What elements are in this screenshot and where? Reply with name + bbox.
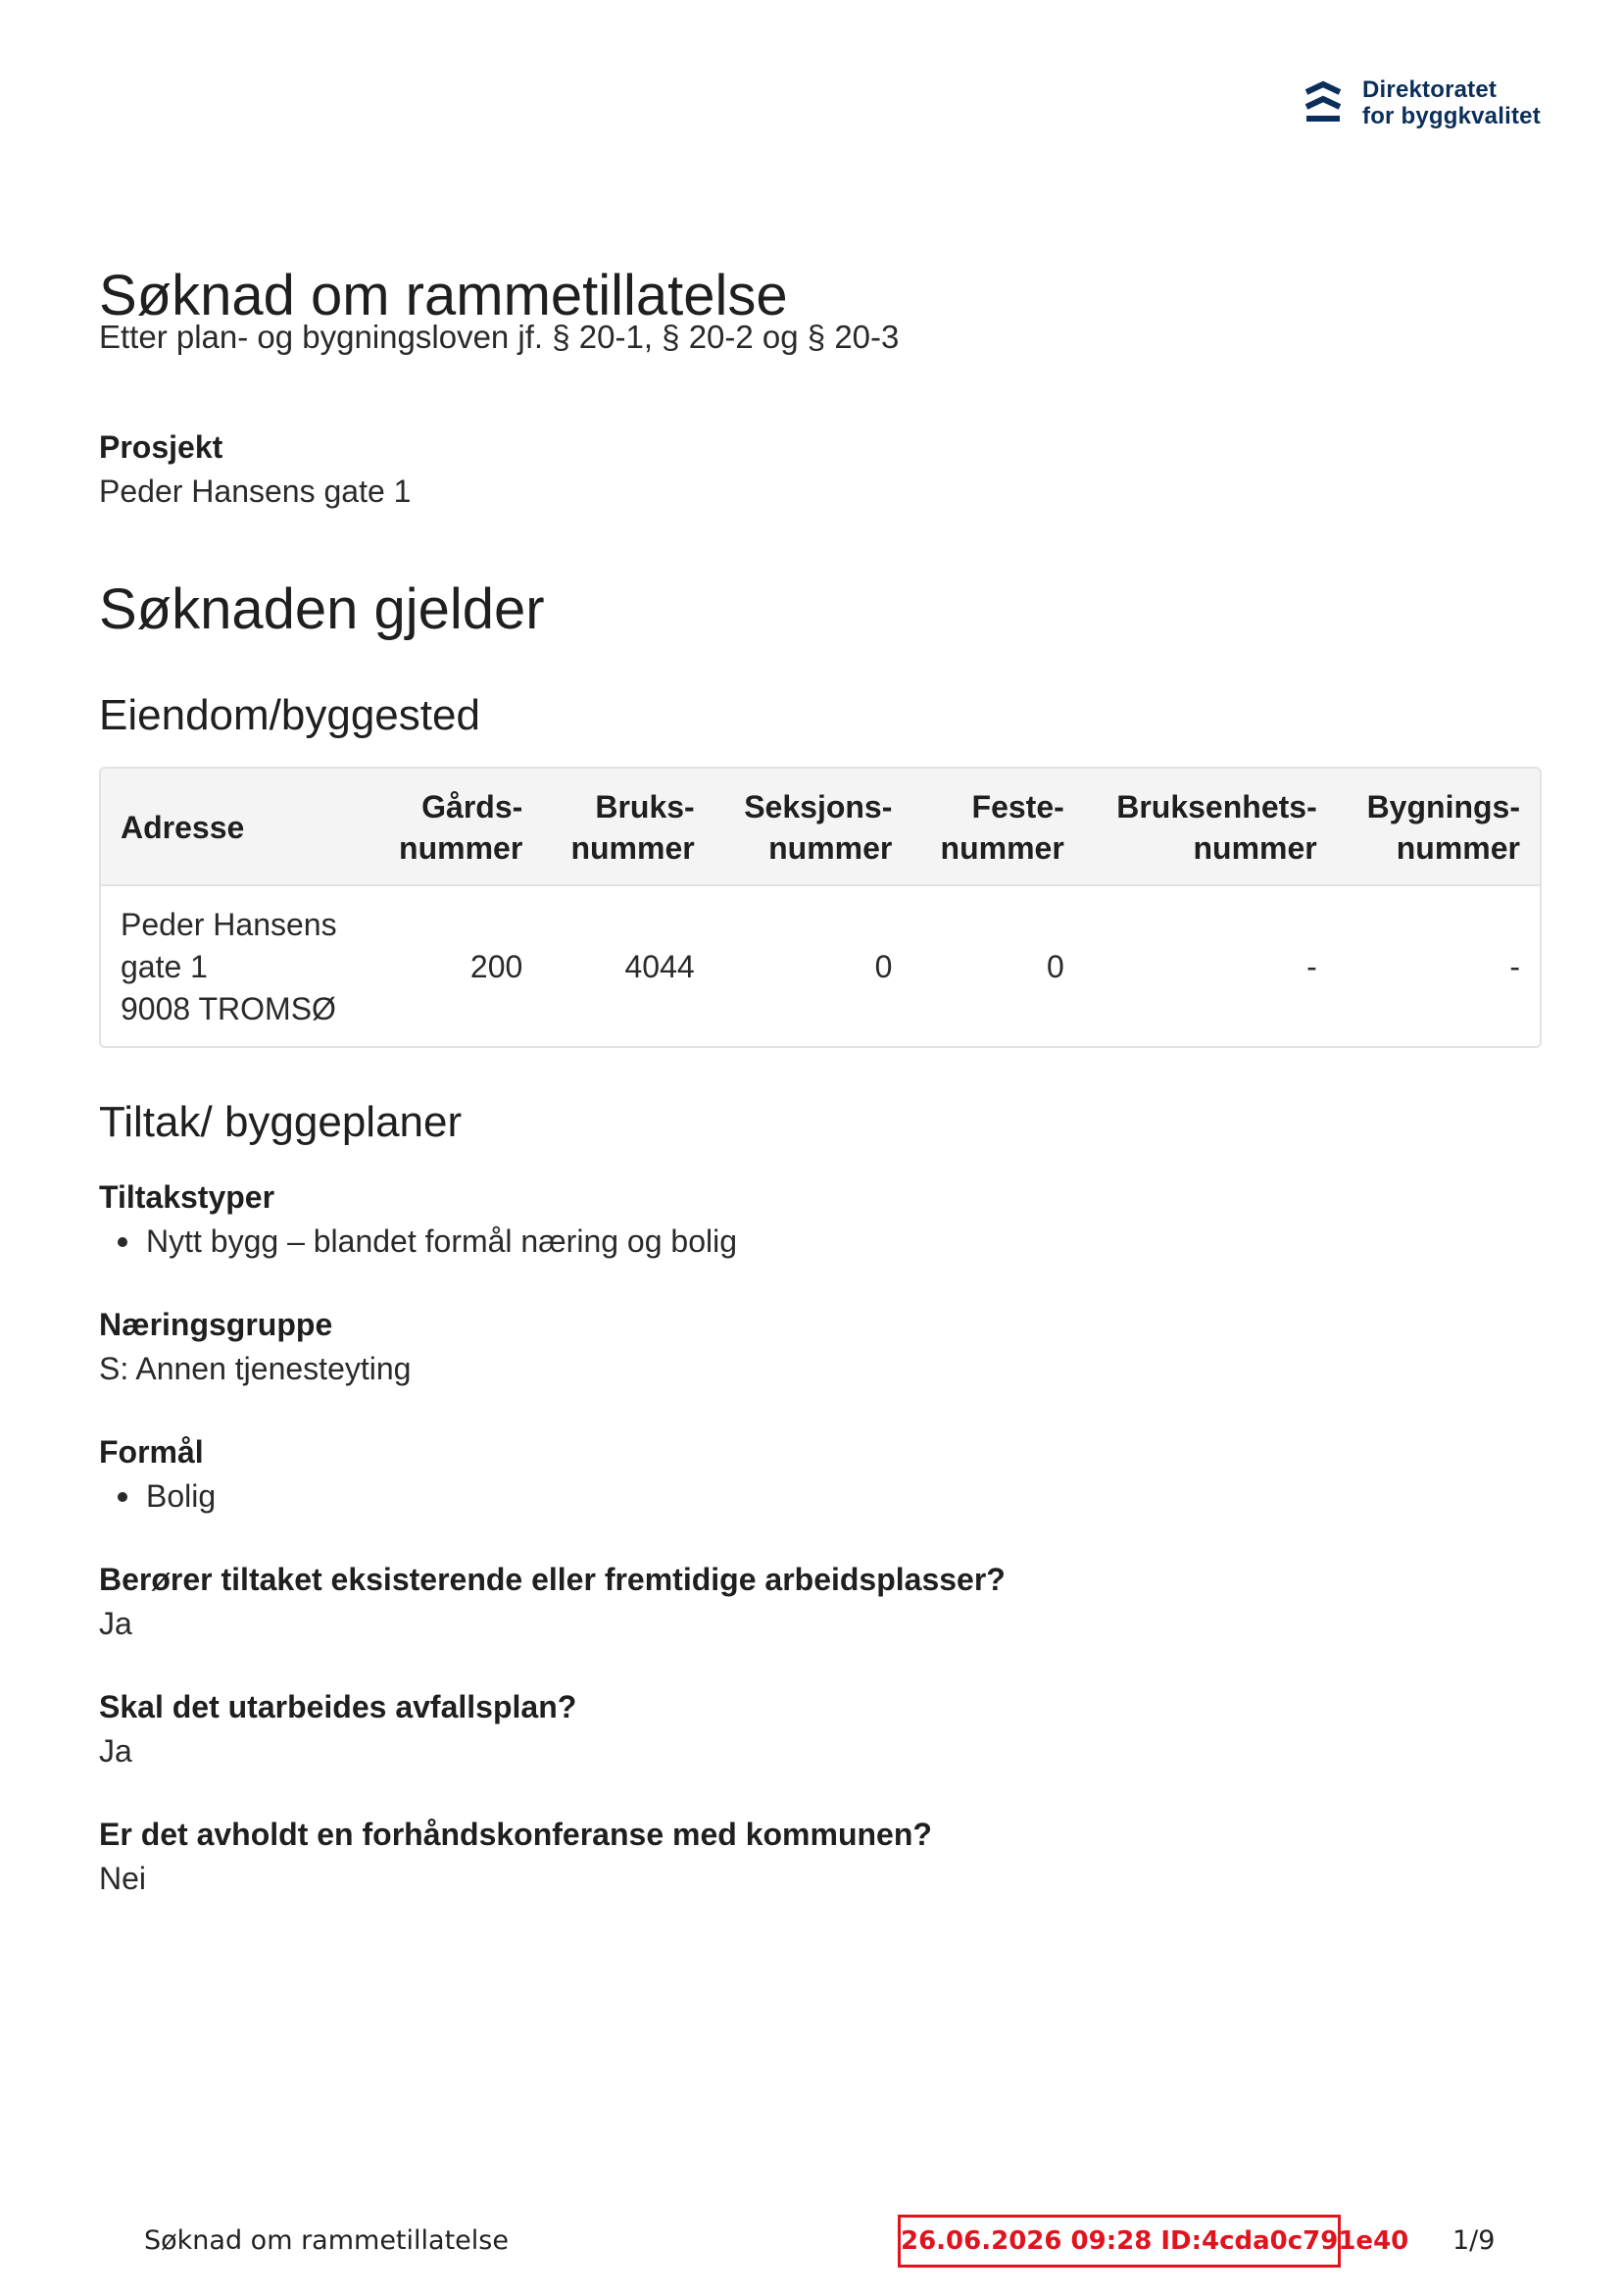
tiltak-heading: Tiltak/ byggeplaner <box>99 1098 463 1146</box>
project-label: Prosjekt <box>99 429 223 465</box>
property-table <box>99 767 1542 1048</box>
project-value: Peder Hansens gate 1 <box>99 474 412 509</box>
formal-list <box>99 1473 1538 1519</box>
forhandskonferanse-question: Er det avholdt en forhåndskonferanse med kommunen? <box>99 1817 932 1852</box>
column-header-bygningsnummer: Bygnings- nummer <box>1366 789 1520 866</box>
column-header-seksjonsnummer: Seksjons- nummer <box>744 789 893 866</box>
footer-page-number: 1/9 <box>1452 2225 1496 2256</box>
table-header-row <box>101 769 1540 885</box>
section-heading: Søknaden gjelder <box>99 577 545 641</box>
dibk-logo <box>1303 76 1558 135</box>
arbeidsplasser-block <box>99 1558 1538 1646</box>
forhandskonferanse-answer: Nei <box>99 1861 147 1896</box>
tiltakstyper-label: Tiltakstyper <box>99 1179 275 1215</box>
dibk-chevron-logo-icon <box>1303 80 1343 127</box>
cell-adresse: Peder Hansens gate 1 9008 TROMSØ <box>121 907 337 1026</box>
logo-text <box>1362 76 1541 129</box>
tiltakstyper-list <box>99 1219 1538 1264</box>
naeringsgruppe-value: S: Annen tjenesteyting <box>99 1351 412 1386</box>
footer-document-name: Søknad om rammetillatelse <box>144 2225 509 2256</box>
document-subtitle: Etter plan- og bygningsloven jf. § 20-1, § 20-2 og § 20-3 <box>99 319 900 355</box>
column-header-bruksenhetsnummer: Bruksenhets- nummer <box>1116 789 1317 866</box>
logo-line-2: for byggkvalitet <box>1362 103 1541 129</box>
logo-line-1: Direktoratet <box>1362 76 1498 103</box>
arbeidsplasser-answer: Ja <box>99 1606 132 1641</box>
list-item: Bolig <box>146 1473 1538 1519</box>
document-content <box>99 265 1538 1901</box>
list-item: Nytt bygg – blandet formål næring og bolig <box>146 1219 1538 1264</box>
avfallsplan-answer: Ja <box>99 1733 132 1769</box>
column-header-festenummer: Feste- nummer <box>940 789 1064 866</box>
document-title: Søknad om rammetillatelse <box>99 264 788 327</box>
naeringsgruppe-label: Næringsgruppe <box>99 1307 333 1342</box>
tiltakstyper-block <box>99 1175 1538 1264</box>
cell-festenummer: 0 <box>1046 949 1064 984</box>
avfallsplan-question: Skal det utarbeides avfallsplan? <box>99 1689 577 1724</box>
cell-bruksnummer: 4044 <box>624 949 695 984</box>
column-header-adresse: Adresse <box>121 810 245 845</box>
forhandskonferanse-block <box>99 1813 1538 1901</box>
cell-gardsnummer: 200 <box>469 949 523 984</box>
naeringsgruppe-block <box>99 1303 1538 1391</box>
formal-block <box>99 1430 1538 1519</box>
column-header-gardsnummer: Gårds- nummer <box>399 789 523 866</box>
avfallsplan-block <box>99 1685 1538 1773</box>
arbeidsplasser-question: Berører tiltaket eksisterende eller fremtidige arbeidsplasser? <box>99 1562 1006 1597</box>
project-block <box>99 425 1538 514</box>
table-row <box>101 885 1540 1046</box>
cell-bruksenhetsnummer: - <box>1306 949 1317 984</box>
property-heading: Eiendom/byggested <box>99 691 480 739</box>
cell-bygningsnummer: - <box>1509 949 1520 984</box>
cell-seksjonsnummer: 0 <box>874 949 893 984</box>
column-header-bruksnummer: Bruks- nummer <box>570 789 695 866</box>
footer-timestamp-stamp: 26.06.2026 09:28 ID:4cda0c791e40 <box>898 2215 1341 2268</box>
formal-label: Formål <box>99 1434 204 1470</box>
